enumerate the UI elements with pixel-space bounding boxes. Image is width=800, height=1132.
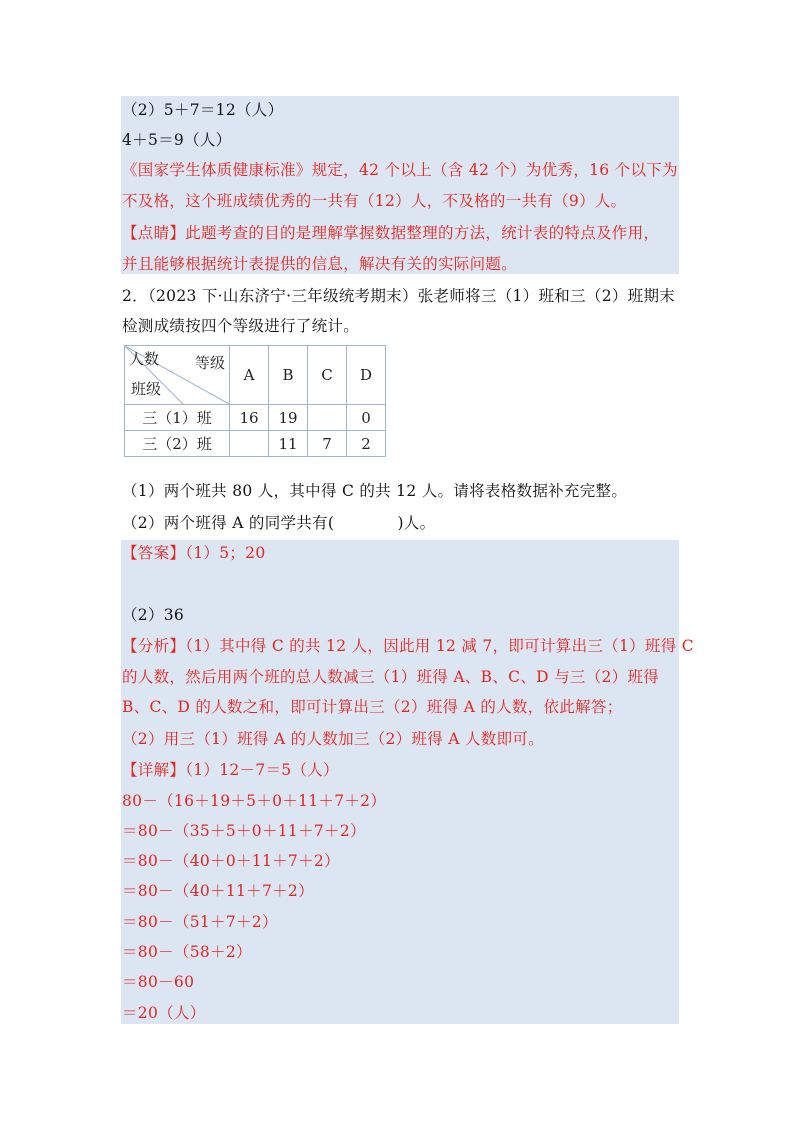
analysis-line-3: B、C、D 的人数之和，即可计算出三（2）班得 A 的人数，依此解答； xyxy=(122,698,623,716)
sub-question-1: （1）两个班共 80 人，其中得 C 的共 12 人。请将表格数据补充完整。 xyxy=(122,482,628,500)
table-cell: 2 xyxy=(347,431,386,457)
header-class: 班级 xyxy=(131,380,162,398)
table-row xyxy=(125,405,386,431)
detail-line-7: ＝80－（58＋2） xyxy=(122,943,252,961)
tip-line-1: 【点睛】此题考查的目的是理解掌握数据整理的方法，统计表的特点及作用， xyxy=(122,224,660,242)
calc-line-1: （2）5＋7＝12（人） xyxy=(122,101,284,119)
table-cell xyxy=(308,405,347,431)
grade-table xyxy=(124,345,386,457)
grade-header-b: B xyxy=(269,346,308,405)
sub-question-2: （2）两个班得 A 的同学共有( )人。 xyxy=(122,514,436,532)
row-class-label: 三（2）班 xyxy=(125,431,230,457)
detail-line-8: ＝80－60 xyxy=(122,973,195,991)
table-cell: 0 xyxy=(347,405,386,431)
analysis-line-2: 的人数，然后用两个班的总人数减三（1）班得 A、B、C、D 与三（2）班得 xyxy=(122,668,660,686)
answer-line-1: 【答案】（1）5；20 xyxy=(122,544,266,562)
conclusion-line-2: 不及格，这个班成绩优秀的一共有（12）人，不及格的一共有（9）人。 xyxy=(122,192,627,210)
grade-header-d: D xyxy=(347,346,386,405)
analysis-line-4: （2）用三（1）班得 A 的人数加三（2）班得 A 人数即可。 xyxy=(122,730,544,748)
analysis-line-1: 【分析】（1）其中得 C 的共 12 人，因此用 12 减 7，即可计算出三（1）班得 C xyxy=(122,637,694,655)
table-cell: 19 xyxy=(269,405,308,431)
row-class-label: 三（1）班 xyxy=(125,405,230,431)
detail-line-1: 【详解】（1）12－7＝5（人） xyxy=(122,761,339,779)
detail-line-2: 80－（16＋19＋5＋0＋11＋7＋2） xyxy=(122,792,387,810)
table-cell: 11 xyxy=(269,431,308,457)
detail-line-5: ＝80－（40＋11＋7＋2） xyxy=(122,882,314,900)
table-cell xyxy=(230,431,269,457)
tip-line-2: 并且能够根据统计表提供的信息，解决有关的实际问题。 xyxy=(122,255,518,273)
table-row xyxy=(125,431,386,457)
question-line-2: 检测成绩按四个等级进行了统计。 xyxy=(122,317,360,335)
grade-header-c: C xyxy=(308,346,347,405)
detail-line-3: ＝80－（35＋5＋0＋11＋7＋2） xyxy=(122,822,366,840)
header-people: 人数 xyxy=(129,350,160,368)
header-grade: 等级 xyxy=(194,354,225,372)
conclusion-line-1: 《国家学生体质健康标准》规定，42 个以上（含 42 个）为优秀，16 个以下为 xyxy=(122,161,678,179)
table-cell: 16 xyxy=(230,405,269,431)
grade-header-a: A xyxy=(230,346,269,405)
detail-line-9: ＝20（人） xyxy=(122,1004,206,1022)
table-header-diagonal-cell xyxy=(125,346,230,405)
detail-line-6: ＝80－（51＋7＋2） xyxy=(122,913,278,931)
detail-line-4: ＝80－（40＋0＋11＋7＋2） xyxy=(122,852,340,870)
calc-line-2: 4＋5＝9（人） xyxy=(122,131,232,149)
table-cell: 7 xyxy=(308,431,347,457)
question-line-1: 2．（2023 下·山东济宁·三年级统考期末）张老师将三（1）班和三（2）班期末 xyxy=(122,287,676,305)
answer-line-2: （2）36 xyxy=(122,606,185,624)
